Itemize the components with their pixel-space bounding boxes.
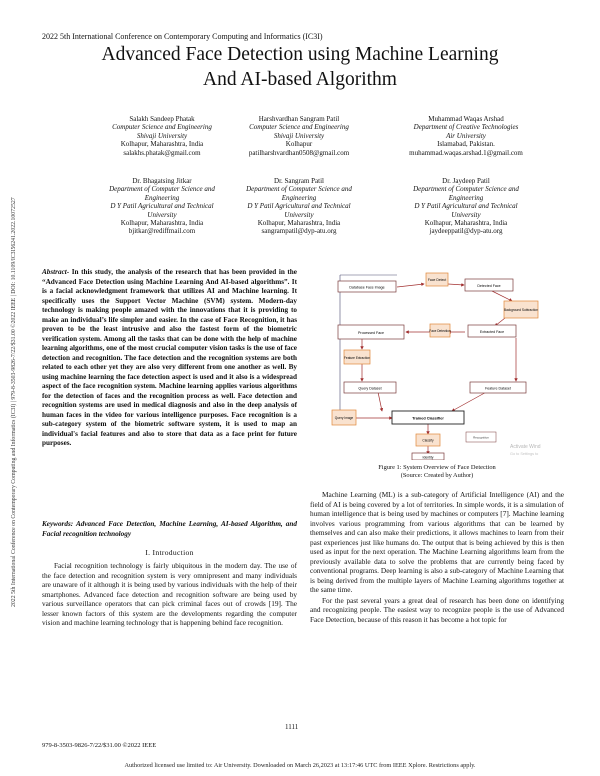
system-overview-diagram <box>330 270 550 460</box>
node-query-dataset <box>344 382 396 393</box>
author-location: Kolhapur, Maharashtra, India <box>257 219 341 228</box>
title-line-2: And AI-based Algorithm <box>203 69 397 90</box>
node-extracted-face <box>468 325 516 337</box>
author-name: Dr. Bhagatsing Jitkar <box>132 177 192 185</box>
license-footer: Authorized licensed use limited to: Air University. Downloaded on March 26,2023 at 13:17:46 UTC from IEEE Xplore. Restrictions apply. <box>124 762 476 769</box>
svg-text:Processed Face: Processed Face <box>358 331 384 335</box>
author-location: Islamabad, Pakistan. <box>437 140 495 149</box>
author-name: Salakh Sandeep Phatak <box>129 115 195 123</box>
author-dept: Computer Science and Engineering <box>112 123 212 132</box>
author-location: Kolhapur, Maharashtra, India <box>424 219 508 228</box>
author-univ-cont: University <box>451 210 481 219</box>
page-number: 1111 <box>285 723 299 731</box>
author-location: Kolhapur, Maharashtra, India <box>120 140 204 149</box>
svg-text:Background Subtraction: Background Subtraction <box>503 308 539 312</box>
node-processed-face <box>338 325 404 339</box>
svg-text:Go to Settings to: Go to Settings to <box>510 452 539 456</box>
node-query-image <box>332 410 356 425</box>
node-face-detection <box>429 324 451 337</box>
figure-caption <box>320 464 554 480</box>
paragraph-research: For the past several years a great deal of research has been done on identifying and recognizing people. The easiest way to recognize people is the use of Advanced Face Detection, because of this reason it has become a hot topic for <box>310 595 564 624</box>
author-dept-cont: Engineering <box>281 193 317 202</box>
author-block <box>386 177 546 236</box>
svg-text:Trained Classifier: Trained Classifier <box>412 416 444 421</box>
isbn-footer: 979-8-3503-9826-7/22/$31.00 ©2022 IEEE <box>42 742 157 749</box>
author-email: salakhs.phatak@gmail.com <box>123 148 201 157</box>
author-block <box>386 115 546 157</box>
author-email: patilharshvardhan0508@gmail.com <box>248 148 350 157</box>
author-block <box>82 115 242 157</box>
author-name: Dr. Sangram Patil <box>274 177 324 185</box>
svg-text:Database Face Image: Database Face Image <box>349 285 385 290</box>
author-email: muhammad.waqas.arshad.1@gmail.com <box>409 148 523 157</box>
author-dept: Department of Computer Science and <box>246 185 352 194</box>
paper-title <box>40 42 560 92</box>
svg-text:Activate Wind: Activate Wind <box>510 444 541 450</box>
author-dept-cont: Engineering <box>448 193 484 202</box>
figure-caption-title: Figure 1: System Overview of Face Detection <box>378 464 496 471</box>
node-database-face-image <box>338 281 396 292</box>
intro-paragraph: Facial recognition technology is fairly ubiquitous in the modern day. The use of the face detection and recognition system is very omnipresent and many individuals are unaware of it although it is being used by various individuals with the help of their smartphones. Advanced face detection and recognition software are being used by various surveillance operators that can pick criminal faces out of crowds [19]. The lesser known factors of this system are the developments regarding the computer vision and machine learning technology that is happening behind face recognition. <box>42 561 297 627</box>
svg-text:Face Detect: Face Detect <box>427 278 447 282</box>
node-detected-face <box>465 279 513 291</box>
svg-text:Query Dataset: Query Dataset <box>358 386 382 391</box>
node-recognition <box>466 432 496 442</box>
author-location: Kolhapur, Maharashtra, India <box>120 219 204 228</box>
node-feature-extraction <box>344 350 370 364</box>
keywords: Keywords: Advanced Face Detection, Machine Learning, AI-based Algorithm, and Facial recognition technology <box>42 520 297 538</box>
author-email: jaydeeppatil@dyp-atu.org <box>429 227 503 236</box>
author-dept: Computer Science and Engineering <box>249 123 349 132</box>
svg-text:Classify: Classify <box>422 438 434 443</box>
conference-header: 2022 5th International Conference on Contemporary Computing and Informatics (IC3I) <box>42 32 323 41</box>
watermark <box>510 444 541 456</box>
doi-sidebar: 2022 5th International Conference on Contemporary Computing and Informatics (IC3I) | 979-8-3503-9826-7/22/$31.00 ©2022 IEEE | DOI: 10.1109/IC3I56241.2022.10072527 <box>11 197 17 607</box>
author-univ-cont: University <box>147 210 177 219</box>
section-heading: I. Introduction <box>145 548 194 557</box>
author-email: sangrampatil@dyp-atu.org <box>261 227 337 236</box>
node-trained-classifier <box>392 411 464 424</box>
author-univ: Shivaji University <box>273 131 325 140</box>
author-dept: Department of Computer Science and <box>413 185 519 194</box>
author-name: Dr. Jaydeep Patil <box>442 177 490 185</box>
svg-text:Query Image: Query Image <box>334 416 354 420</box>
abstract-lead: Abstract <box>42 268 67 276</box>
node-identity <box>412 453 444 460</box>
author-univ-cont: University <box>284 210 314 219</box>
author-dept: Department of Creative Technologies <box>413 123 519 132</box>
svg-text:Feature Extraction: Feature Extraction <box>343 356 371 360</box>
author-email: bjitkar@rediffmail.com <box>128 227 196 236</box>
author-location: Kolhapur <box>285 140 313 149</box>
author-name: Harshvardhan Sangram Patil <box>258 115 340 123</box>
node-face-detect <box>426 273 448 286</box>
author-block <box>219 177 379 236</box>
svg-text:Face Detection: Face Detection <box>429 329 451 333</box>
author-univ: Shivaji University <box>136 131 188 140</box>
abstract-text: - In this study, the analysis of the research that has been provided in the “Advanced Face Detection using Machine Learning And AI-based algorithms”. It is a facial acknowledgment framework that utilizes AI and Machine learning. It specifically uses the Support Vector Machine (SVM) system. Modern-day technology is making people amazed with the innovations that it is providing to make an individual’s life simpler and easier. In the case of Face Recognition, it has proven to be the least intrusive and also the fastest form of the biometric verification system. Among all the tasks that can be done with the help of machine learning algorithms, one of the most crucial computer vision tasks is the use of face detection and recognition. The face detection and the recognition systems are both related to each other yet they are also very different from one another as well. By using machine learning the face detection aspect is used and it also is a widespread aspect of the face recognition system. Machine learning applies various algorithms for the detection of faces and the recognition process as well. Face detection and recognition systems are used in medical diagnosis and also in the deep analysis of human faces in the video for various intelligence purposes. Face recognition is a sub-category system of the biometric software system, it is used to map an individual's facial features and also to store that data as a face print for future purposes. <box>42 268 297 447</box>
author-univ: D Y Patil Agricultural and Technical <box>110 202 214 211</box>
author-univ: Air University <box>446 131 486 140</box>
author-block <box>82 177 242 236</box>
node-feature-dataset <box>470 382 526 393</box>
paragraph-ml: Machine Learning (ML) is a sub-category of Artificial Intelligence (AI) and the field of AI is being covered by a lot of territories. In simple words, it is a simulation of human intelligence that is being used by machines or computers [7]. Machine learning involves various programming from various algorithms that can be learned by themselves and can also make their predictions, it allows machines to learn from their past experiences just like humans do. The output that is being achieved by this is then used as input for the next operation. The Machine Learning algorithms learn from the previously available data to solve the problems that are currently being faced by conventional programs. Deep learning is also a sub-category of Machine Learning that is being derived from the multiple layers of Machine Learning algorithms together at the same time. <box>310 490 564 594</box>
author-univ: D Y Patil Agricultural and Technical <box>414 202 518 211</box>
node-background-subtraction <box>504 301 538 318</box>
author-dept: Department of Computer Science and <box>109 185 215 194</box>
author-univ: D Y Patil Agricultural and Technical <box>247 202 351 211</box>
author-dept-cont: Engineering <box>144 193 180 202</box>
svg-text:Recognition: Recognition <box>473 435 489 440</box>
author-name: Muhammad Waqas Arshad <box>428 115 504 123</box>
diagram-connectors <box>356 284 516 454</box>
svg-text:Identity: Identity <box>422 455 434 460</box>
svg-text:Detected Face: Detected Face <box>477 284 501 288</box>
title-line-1: Advanced Face Detection using Machine Learning <box>101 44 499 65</box>
right-column-text <box>310 490 564 625</box>
svg-text:Feature Dataset: Feature Dataset <box>485 386 511 391</box>
node-classify <box>416 434 440 446</box>
figure-caption-source: (Source: Created by Author) <box>400 471 474 479</box>
author-block <box>219 115 379 157</box>
svg-text:Extracted Face: Extracted Face <box>479 330 505 334</box>
abstract <box>42 268 297 449</box>
